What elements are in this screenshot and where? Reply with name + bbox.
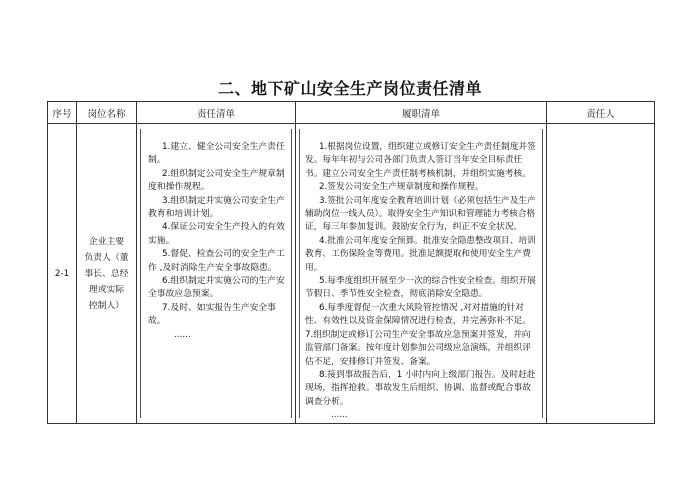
duty-item: 5.每季度组织开展至少一次的综合性安全检查。组织开展节假日、季节性安全检查，彻底消除安全隐患。 <box>305 276 536 300</box>
header-responsibilities: 责任清单 <box>137 102 296 124</box>
duty-item: 3.签批公司年度安全教育培训计划（必须包括生产及生产辅助岗位一线人员）。取得安全生产知识和管理能力考核合格证，每三年参加复训。鼓励安全行为，纠正不安全状况。 <box>305 195 536 233</box>
responsibility-item: 6.组织制定并实施公司的生产安全事故应急预案。 <box>148 276 285 300</box>
cell-duties <box>296 124 547 424</box>
table-header-row <box>48 102 655 124</box>
duty-item: 2.签发公司安全生产规章制度和操作规程。 <box>319 182 484 193</box>
cell-seq: 2-1 <box>48 124 77 424</box>
header-duties: 履职清单 <box>296 102 547 124</box>
responsibilities-list <box>140 129 292 418</box>
responsibilities-ellipsis: ...... <box>174 329 191 340</box>
responsibility-item: 1.建立、健全公司安全生产责任制。 <box>148 142 285 166</box>
header-role: 岗位名称 <box>77 102 137 124</box>
duty-item: 1.根据岗位设置，组织建立或修订安全生产责任制度并签发。每年年初与公司各部门负责人签订当年安全目标责任书。建立公司安全生产责任制考核机制，并组织实施考核。 <box>305 142 536 179</box>
header-seq: 序号 <box>48 102 77 124</box>
responsibility-item: 4.保证公司安全生产投入的有效实施。 <box>148 222 285 246</box>
duty-item: 4.批准公司年度安全预算。批准安全隐患整改项目、培训教育、工伤保险金等费用。批准足额提取和使用安全生产费用。 <box>305 235 536 273</box>
duty-item: 8.接到事故报告后，1 小时内向上级部门报告。及时赶赴现场，指挥抢救。事故发生后组织、协调、监督或配合事故调查分析。 <box>305 369 536 407</box>
header-person: 责任人 <box>547 102 655 124</box>
responsibility-item: 7.及时、如实报告生产安全事故。 <box>148 302 276 327</box>
role-line: 事长、总经 <box>84 268 129 279</box>
role-line: 负责人（董 <box>84 252 129 263</box>
cell-person <box>547 124 655 424</box>
duties-list <box>299 129 543 418</box>
page-title: 二、地下矿山安全生产岗位责任清单 <box>217 79 482 98</box>
duty-item: 6.每季度督促一次重大风险管控情况 ,对对措施的针对性、有效性以及资金保障情况进行检查，并完善弥补不足。7.组织制定或修订公司生产安全事故应急预案并签发，并向监管部门备案。按年度计划参加公司级应急演练，并组织评估不足，安排修订并签发、备案。 <box>305 302 531 367</box>
responsibility-item: 5.督促、检查公司的安全生产工作 ,及时消除生产安全事故隐患。 <box>148 249 285 273</box>
cell-role <box>77 124 137 424</box>
role-line: 控制人） <box>88 300 125 311</box>
responsibility-table <box>47 101 655 424</box>
responsibility-item: 3.组织制定并实施公司安全生产教育和培训计划。 <box>148 195 285 220</box>
duties-ellipsis: ...... <box>331 410 348 418</box>
role-line: 企业主要 <box>88 236 125 247</box>
role-line: 理或实际 <box>88 284 125 295</box>
responsibility-item: 2.组织制定公司安全生产规章制度和操作规程。 <box>148 168 285 193</box>
table-row <box>48 124 655 424</box>
cell-responsibilities <box>137 124 296 424</box>
